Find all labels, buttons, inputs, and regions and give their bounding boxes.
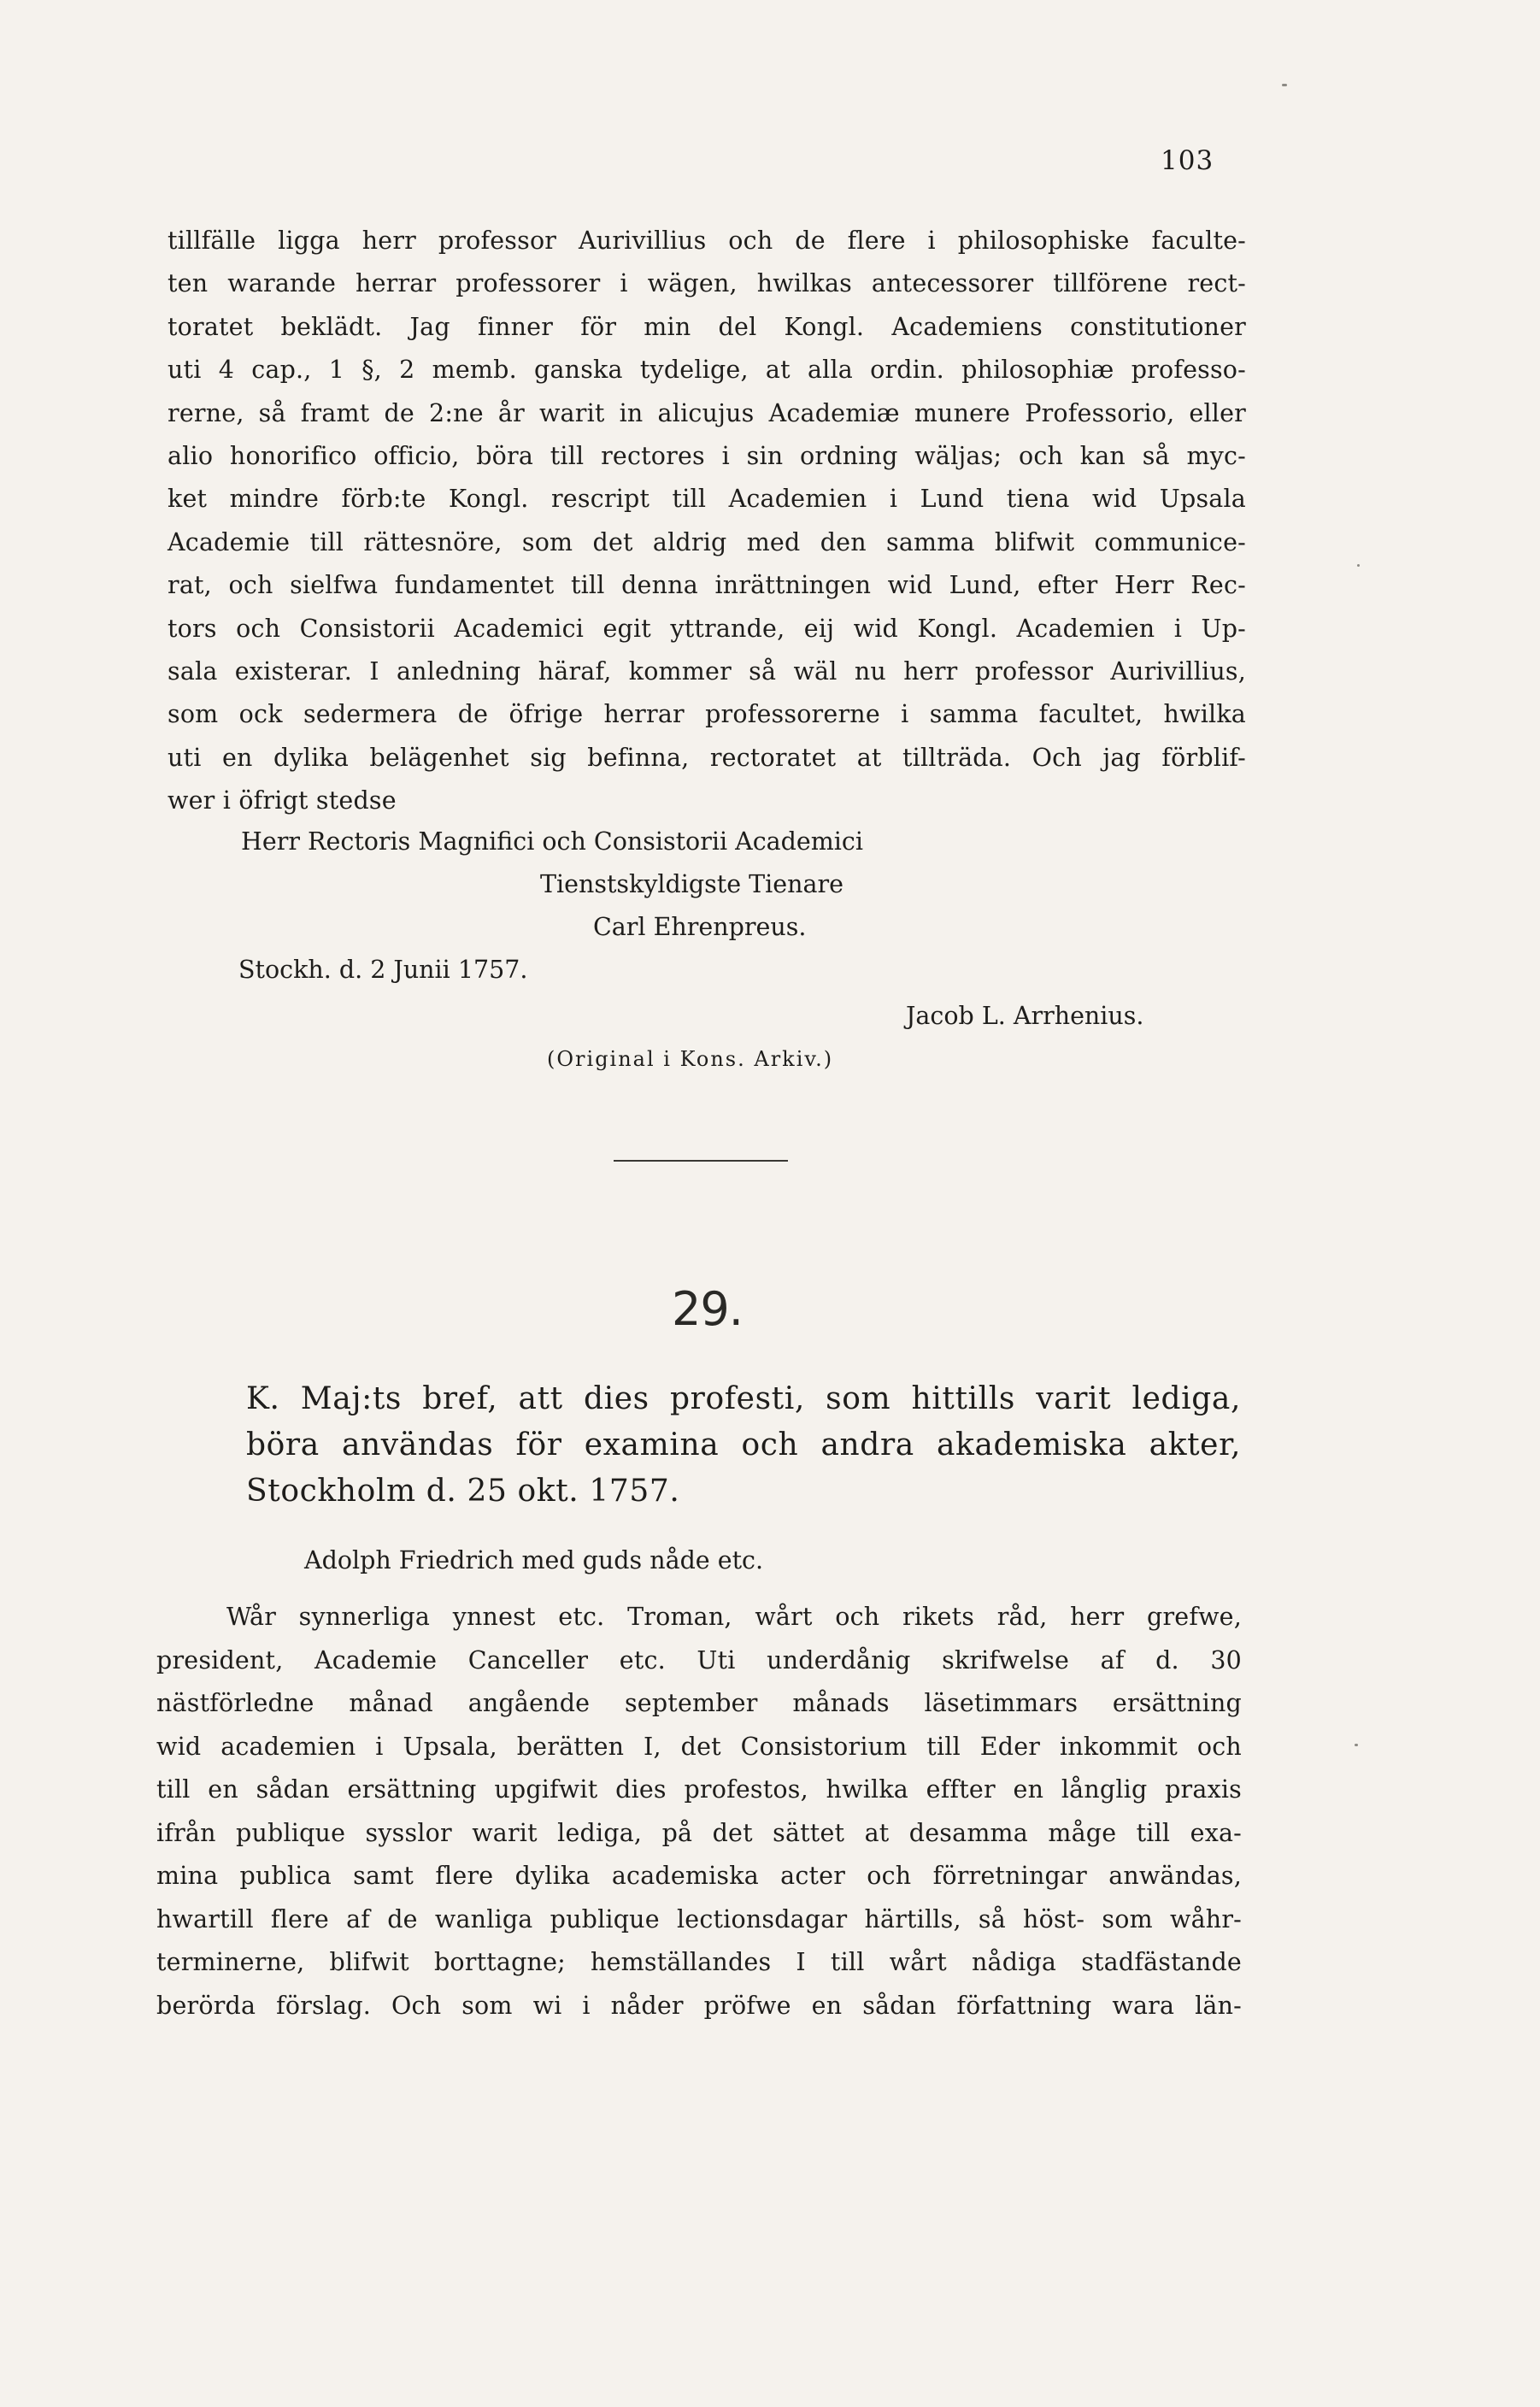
place-date: Stockh. d. 2 Junii 1757. [238, 956, 528, 984]
servant-line: Tienstskyldigste Tienare [540, 870, 843, 898]
letter-line: sala existerar. I anledning häraf, kommer så wäl nu herr professor Aurivillius, [168, 656, 1246, 686]
heading-line: böra användas för examina och andra akademiska akter, [246, 1427, 1241, 1462]
letter-line: rerne, så framt de 2:ne år warit in alicujus Academiæ munere Professorio, eller [168, 398, 1246, 427]
rescript-line: Wår synnerliga ynnest etc. Troman, wårt och rikets råd, herr grefwe, [226, 1603, 1242, 1631]
source-note: (Original i Kons. Arkiv.) [547, 1047, 834, 1071]
rescript-line: till en sådan ersättning upgifwit dies profestos, hwilka effter en långlig praxis [156, 1775, 1242, 1804]
rescript-body [156, 1596, 1242, 2027]
rescript-line: berörda förslag. Och som wi i nåder pröfwe en sådan författning wara län- [156, 1991, 1242, 2020]
salutation: Herr Rectoris Magnifici och Consistorii Academici [241, 827, 863, 856]
letter-line: uti 4 cap., 1 §, 2 memb. ganska tydelige, at alla ordin. philosophiæ professo- [168, 356, 1246, 385]
letter-line: tors och Consistorii Academici egit yttrande, eij wid Kongl. Academien i Up- [168, 614, 1246, 643]
letter-line: wer i öfrigt stedse [168, 786, 397, 815]
section-divider [614, 1160, 788, 1162]
page-number: 103 [1161, 145, 1214, 176]
document-heading [246, 1376, 1241, 1515]
letter-body [168, 220, 1246, 822]
heading-line: Stockholm d. 25 okt. 1757. [246, 1474, 680, 1509]
rescript-line: terminerne, blifwit borttagne; hemställandes I till wårt nådiga stadfästande [156, 1948, 1242, 1976]
rescript-opening: Adolph Friedrich med guds nåde etc. [304, 1546, 764, 1574]
letter-line: toratet beklädt. Jag finner för min del Kongl. Academiens constitutioner [168, 312, 1246, 341]
paper-fleck [1355, 1744, 1358, 1746]
editor-signature: Jacob L. Arrhenius. [906, 1002, 1144, 1030]
letter-line: som ock sedermera de öfrige herrar professorerne i samma facultet, hwilka [168, 700, 1246, 729]
letter-line: rat, och sielfwa fundamentet till denna inrättningen wid Lund, efter Herr Rec- [168, 571, 1246, 600]
letter-line: ket mindre förb:te Kongl. rescript till Academien i Lund tiena wid Upsala [168, 485, 1246, 514]
rescript-line: wid academien i Upsala, berätten I, det Consistorium till Eder inkommit och [156, 1732, 1242, 1761]
rescript-line: nästförledne månad angående september månads läsetimmars ersättning [156, 1689, 1242, 1717]
rescript-line: president, Academie Canceller etc. Uti underdånig skrifwelse af d. 30 [156, 1645, 1242, 1674]
paper-fleck [1357, 564, 1360, 567]
heading-line: K. Maj:ts bref, att dies profesti, som hittills varit lediga, [246, 1381, 1241, 1416]
letter-line: alio honorifico officio, böra till rectores i sin ordning wäljas; och kan så myc- [168, 441, 1246, 470]
letter-line: ten warande herrar professorer i wägen, hwilkas antecessorer tillförene rect- [168, 269, 1246, 298]
letter-line: Academie till rättesnöre, som det aldrig med den samma blifwit communice- [168, 527, 1246, 556]
document-number: 29. [672, 1282, 743, 1336]
rescript-line: hwartill flere af de wanliga publique lectionsdagar härtills, så höst- som wåhr- [156, 1904, 1242, 1933]
paper-fleck [1282, 84, 1287, 86]
signatory: Carl Ehrenpreus. [593, 913, 807, 941]
rescript-line: mina publica samt flere dylika academiska acter och förretningar anwändas, [156, 1862, 1242, 1890]
rescript-line: ifrån publique sysslor warit lediga, på det sättet at desamma måge till exa- [156, 1818, 1242, 1847]
letter-line: tillfälle ligga herr professor Aurivillius och de flere i philosophiske faculte- [168, 227, 1246, 255]
letter-line: uti en dylika belägenhet sig befinna, rectoratet at tillträda. Och jag förblif- [168, 743, 1246, 772]
